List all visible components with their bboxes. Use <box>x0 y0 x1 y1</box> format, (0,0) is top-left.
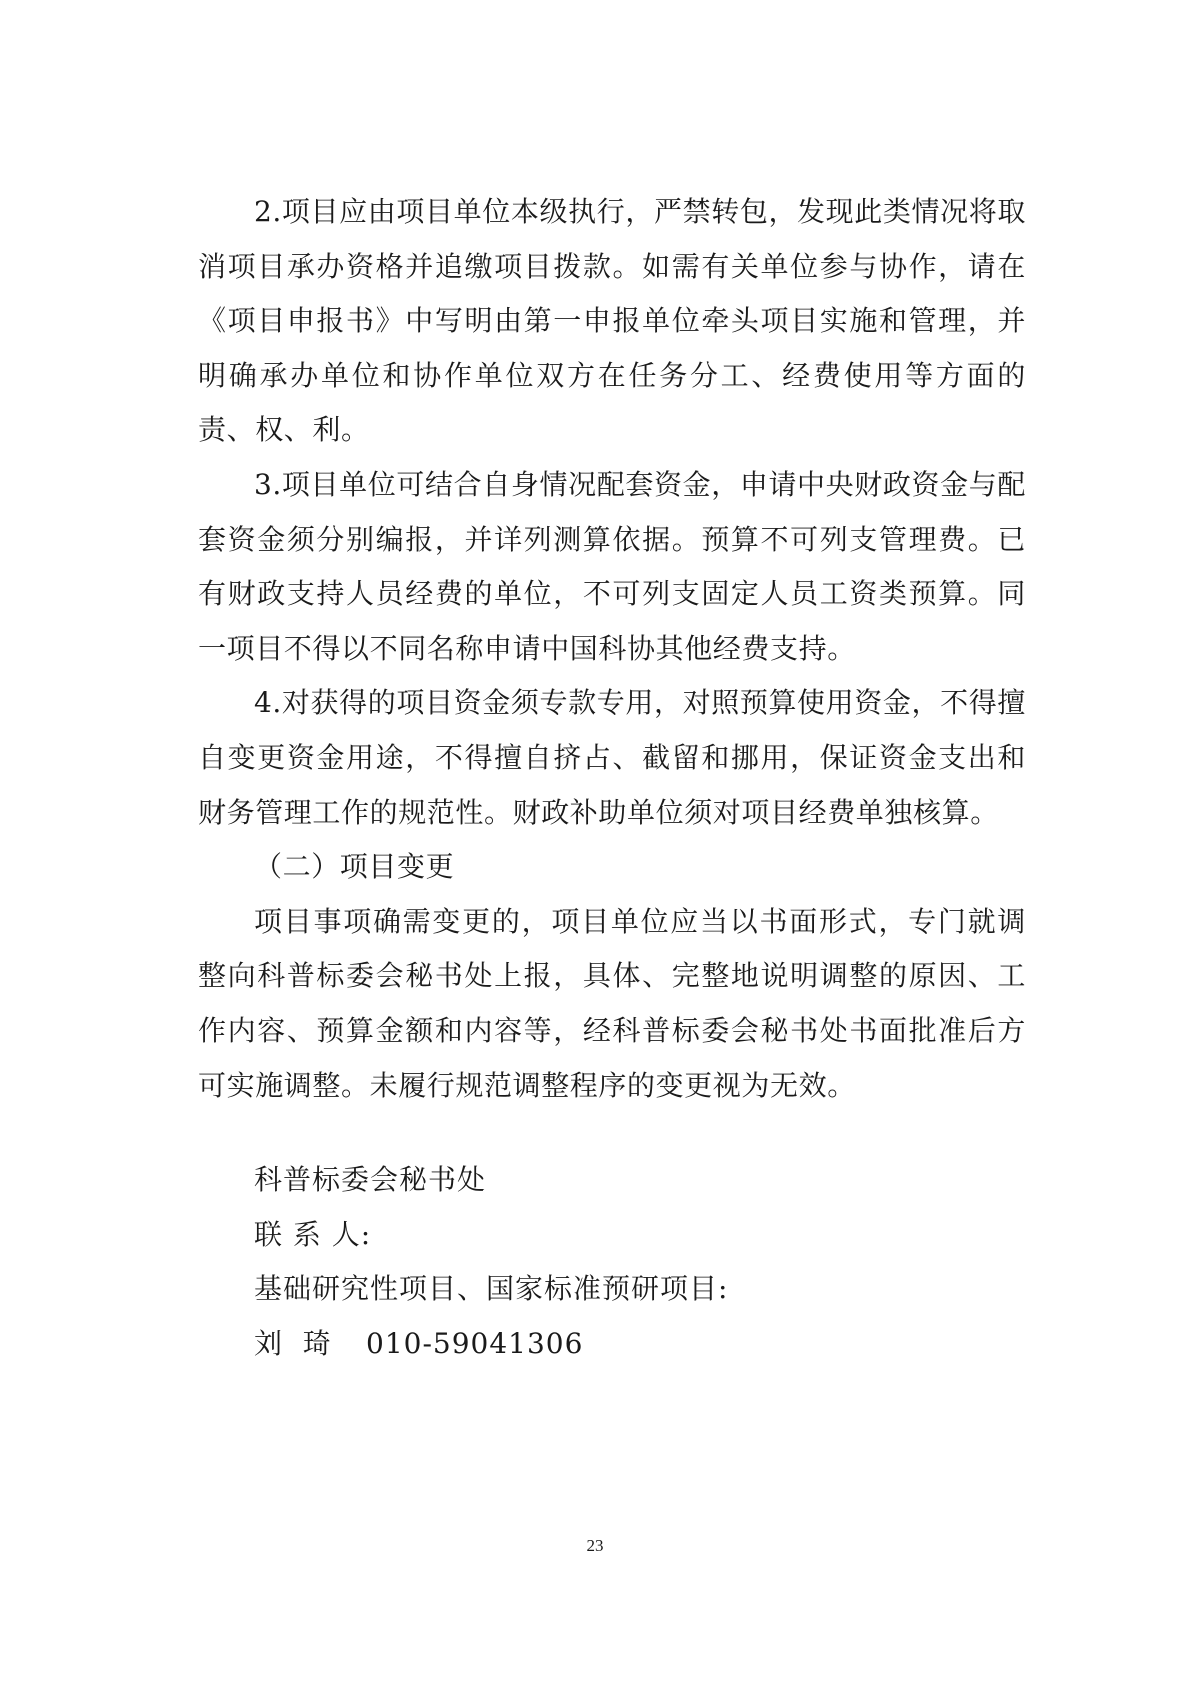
contact-block <box>198 1153 1026 1371</box>
section-heading-project-change: （二）项目变更 <box>254 850 455 884</box>
contact-person-name: 刘 琦 <box>254 1326 332 1360</box>
page-content <box>198 185 1026 1371</box>
contact-label: 联 系 人: <box>254 1217 372 1251</box>
contact-phone: 010-59041306 <box>366 1326 584 1360</box>
contact-office: 科普标委会秘书处 <box>254 1163 487 1197</box>
contact-category: 基础研究性项目、国家标准预研项目: <box>254 1272 729 1306</box>
page-number: 23 <box>586 1536 604 1555</box>
paragraph-item-4: 4.对获得的项目资金须专款专用，对照预算使用资金，不得擅自变更资金用途，不得擅自挤占、截留和挪用，保证资金支出和财务管理工作的规范性。财政补助单位须对项目经费单独核算。 <box>198 686 1026 829</box>
paragraph-item-2: 2.项目应由项目单位本级执行，严禁转包，发现此类情况将取消项目承办资格并追缴项目拨款。如需有关单位参与协作，请在《项目申报书》中写明由第一申报单位牵头项目实施和管理，并明确承办单位和协作单位双方在任务分工、经费使用等方面的责、权、利。 <box>198 195 1026 447</box>
paragraph-item-3: 3.项目单位可结合自身情况配套资金，申请中央财政资金与配套资金须分别编报，并详列测算依据。预算不可列支管理费。已有财政支持人员经费的单位，不可列支固定人员工资类预算。同一项目不得以不同名称申请中国科协其他经费支持。 <box>198 467 1026 665</box>
contact-person-line <box>254 1317 1026 1372</box>
paragraph-project-change: 项目事项确需变更的，项目单位应当以书面形式，专门就调整向科普标委会秘书处上报，具体、完整地说明调整的原因、工作内容、预算金额和内容等，经科普标委会秘书处书面批准后方可实施调整。未履行规范调整程序的变更视为无效。 <box>198 904 1026 1102</box>
